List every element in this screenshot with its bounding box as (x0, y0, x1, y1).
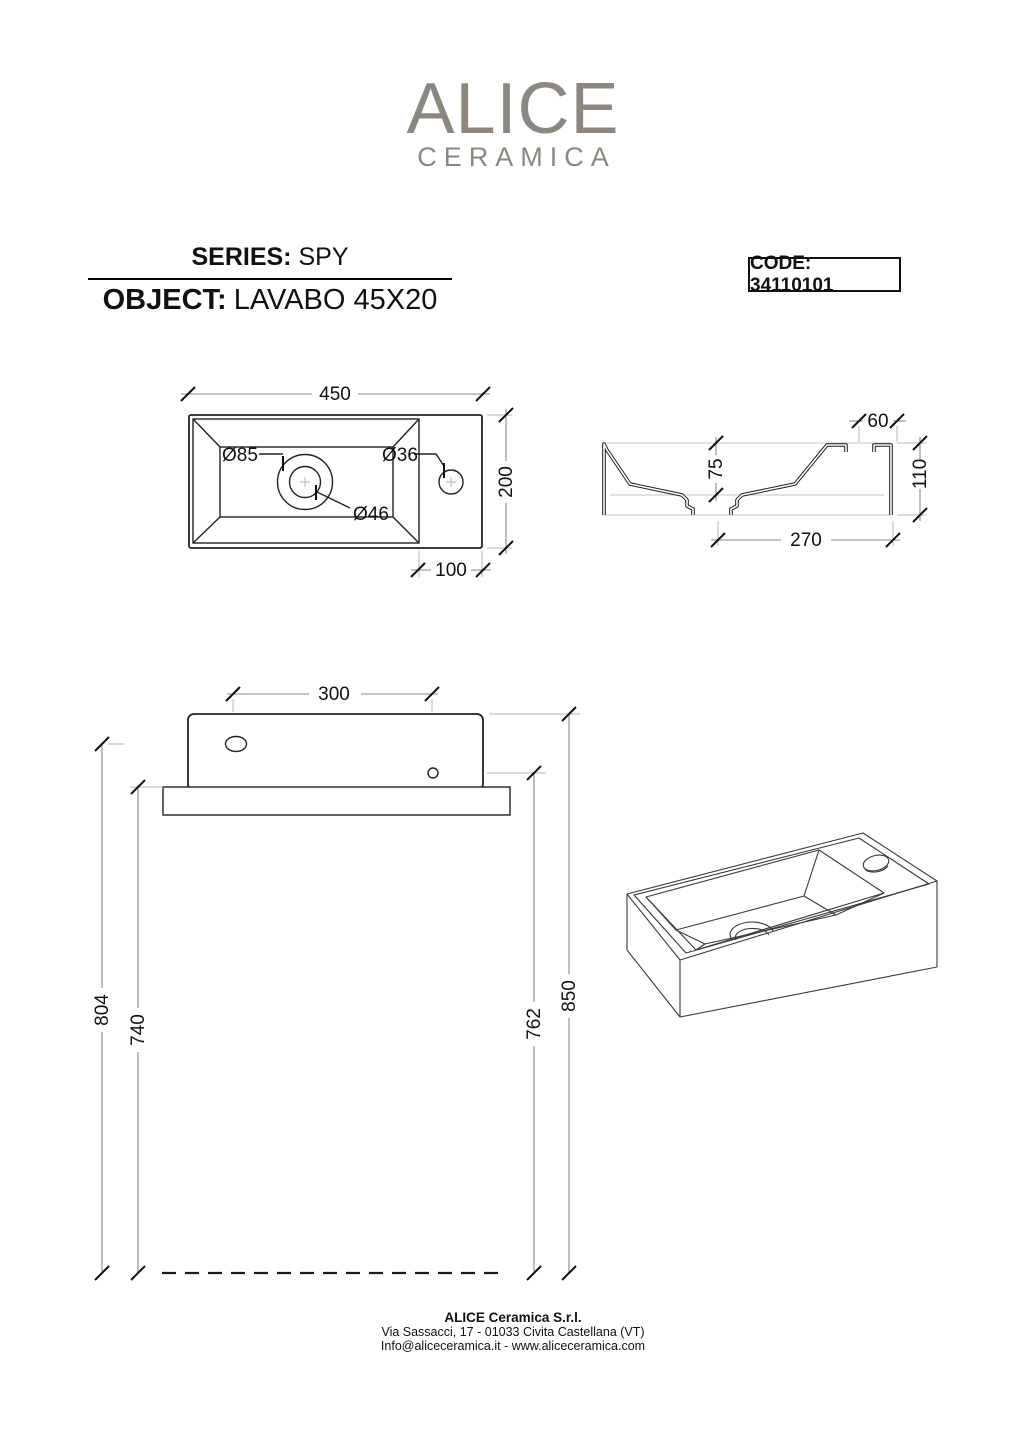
dim-height-762 (487, 766, 546, 1280)
object-value: LAVABO 45X20 (233, 284, 438, 316)
dim-label-200: 200 (496, 466, 517, 498)
fixing-slot (226, 737, 247, 752)
dim-label-450: 450 (319, 384, 351, 405)
brand-name: ALICE (406, 69, 620, 149)
dim-height-804 (92, 737, 124, 1280)
section-shell (604, 444, 891, 515)
fixing-hole (428, 768, 438, 778)
dim-bowl-depth-75 (706, 436, 727, 502)
product-code: CODE: 34110101 (750, 252, 834, 296)
plan-outline (189, 415, 482, 548)
mounting-shelf (163, 787, 510, 815)
brand-subname: CERAMICA (417, 142, 616, 172)
elevation-outline (163, 714, 510, 815)
dim-label-100: 100 (435, 560, 467, 581)
title-block (88, 243, 452, 317)
dim-label-60: 60 (867, 411, 889, 432)
dim-label-740: 740 (128, 1014, 149, 1046)
dim-label-d85: Ø85 (222, 445, 258, 466)
company-address: Via Sassacci, 17 - 01033 Civita Castellana (VT) (381, 1325, 645, 1339)
dim-label-762: 762 (524, 1008, 545, 1040)
dim-deck-100 (411, 551, 491, 581)
dim-span-270 (711, 521, 900, 551)
dim-label-850: 850 (559, 980, 580, 1012)
dim-width-450 (181, 384, 490, 405)
object-label: OBJECT: (102, 284, 227, 316)
company-name: ALICE Ceramica S.r.l. (444, 1310, 582, 1325)
brand-logo (0, 69, 1026, 172)
isometric-view (610, 815, 960, 1040)
series-value: SPY (298, 243, 349, 271)
dim-label-300: 300 (318, 684, 350, 705)
dim-label-75: 75 (706, 458, 727, 480)
object-line (88, 280, 452, 317)
product-code-box (748, 252, 901, 296)
dim-height-740 (128, 780, 163, 1280)
dim-label-d36: Ø36 (382, 445, 418, 466)
elevation-view (85, 680, 585, 1290)
iso-basin (627, 833, 937, 1017)
section-projection-lines (602, 443, 891, 515)
dim-depth-200 (487, 408, 517, 555)
dim-holes-span-300 (226, 684, 439, 712)
series-line (88, 243, 452, 280)
footer (0, 1311, 1026, 1353)
dim-label-d46: Ø46 (353, 504, 389, 525)
company-contacts: Info@aliceceramica.it - www.aliceceramica.com (380, 1339, 646, 1353)
dim-label-804: 804 (92, 994, 113, 1026)
dim-height-110 (897, 436, 931, 522)
dim-deck-60 (849, 411, 906, 442)
series-label: SERIES: (191, 243, 292, 271)
dim-label-110: 110 (910, 458, 931, 490)
plan-view (80, 370, 550, 590)
dim-label-270: 270 (790, 530, 822, 551)
section-view (580, 400, 945, 565)
